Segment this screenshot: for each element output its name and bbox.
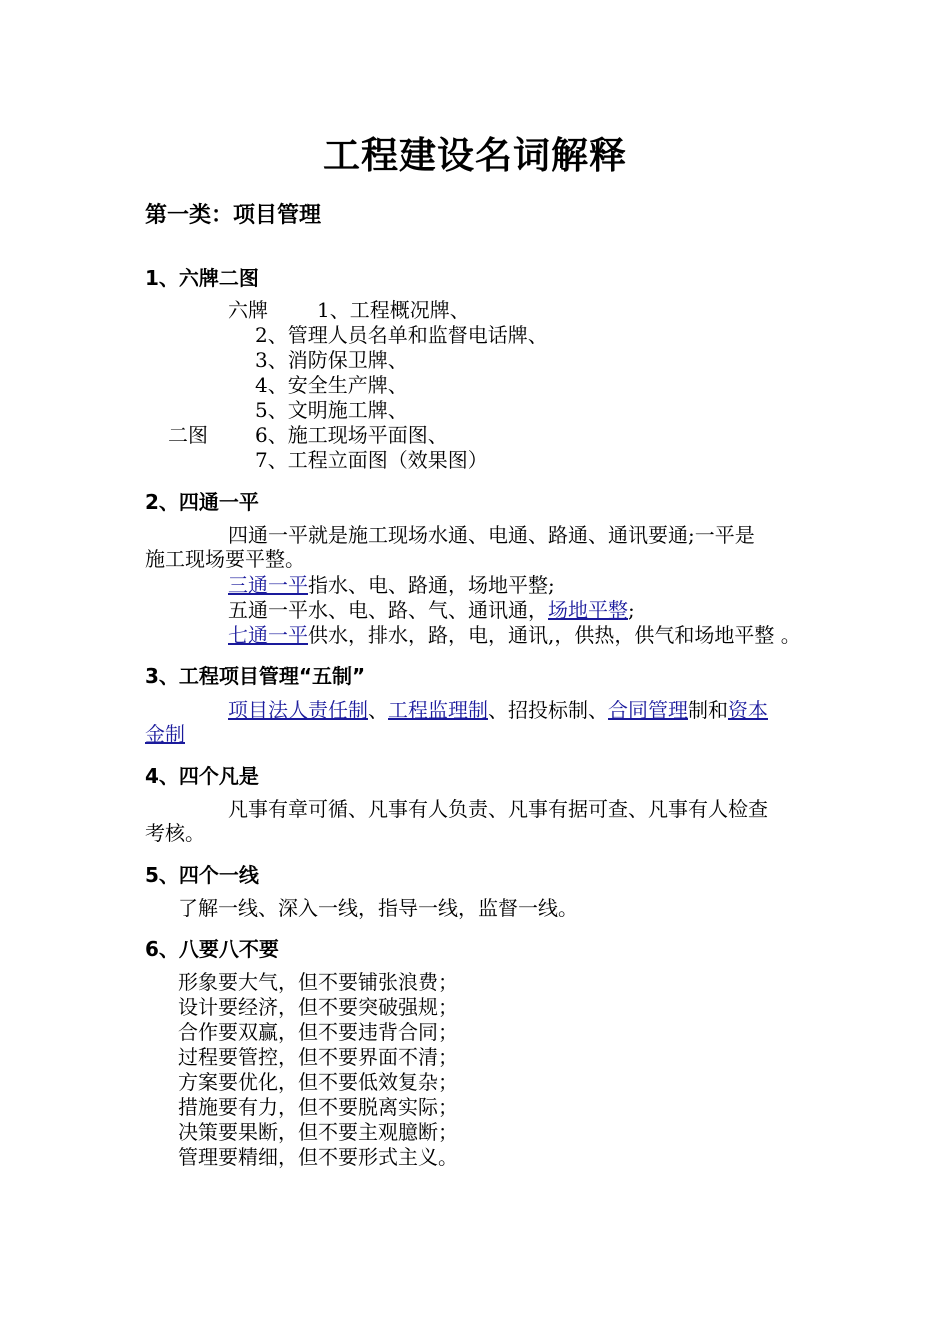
category-heading: 第一类：项目管理 (145, 203, 322, 228)
list-item: 1、工程概况牌、 (317, 298, 470, 322)
link-three-connections[interactable]: 三通一平 (228, 573, 308, 597)
link-supervision-system[interactable]: 工程监理制 (388, 698, 488, 722)
paragraph-line: 凡事有章可循、凡事有人负责、凡事有据可查、凡事有人检查 (228, 797, 768, 821)
label-six-signs: 六牌 (228, 298, 268, 322)
list-item: 3、消防保卫牌、 (255, 348, 408, 372)
list-item: 过程要管控，但不要界面不清； (178, 1045, 458, 1069)
link-capital[interactable]: 资本 (728, 698, 768, 722)
text-span: ; (628, 598, 635, 622)
paragraph-line: 了解一线、深入一线，指导一线，监督一线。 (178, 896, 578, 920)
section-2-heading: 2、四通一平 (145, 490, 259, 514)
paragraph-line (228, 698, 768, 722)
link-contract-management[interactable]: 合同管理 (608, 698, 688, 722)
text-span: 指水、电、路通，场地平整; (308, 573, 555, 597)
list-item: 5、文明施工牌、 (255, 398, 408, 422)
link-seven-connections[interactable]: 七通一平 (228, 623, 308, 647)
section-6-heading: 6、八要八不要 (145, 937, 279, 961)
link-legal-person-system[interactable]: 项目法人责任制 (228, 698, 368, 722)
link-capital-system[interactable]: 金制 (145, 722, 185, 746)
paragraph-line (145, 722, 185, 746)
section-1-heading: 1、六牌二图 (145, 266, 259, 290)
list-item: 合作要双赢，但不要违背合同； (178, 1020, 458, 1044)
text-span: 供水，排水，路，电，通讯,，供热，供气和场地平整 。 (308, 623, 801, 647)
paragraph-line (228, 598, 635, 622)
list-item: 决策要果断，但不要主观臆断； (178, 1120, 458, 1144)
text-span: 、招投标制、 (488, 698, 608, 722)
paragraph-line: 四通一平就是施工现场水通、电通、路通、通讯要通;一平是 (228, 523, 755, 547)
text-span: 、 (368, 698, 388, 722)
section-3-heading: 3、工程项目管理“五制” (145, 664, 366, 688)
document-title: 工程建设名词解释 (323, 134, 627, 177)
paragraph-line (228, 573, 555, 597)
section-5-heading: 5、四个一线 (145, 863, 259, 887)
list-item: 方案要优化，但不要低效复杂； (178, 1070, 458, 1094)
paragraph-line: 施工现场要平整。 (145, 547, 305, 571)
list-item: 形象要大气，但不要铺张浪费； (178, 970, 458, 994)
list-item: 7、工程立面图（效果图） (255, 448, 488, 472)
list-item: 措施要有力，但不要脱离实际； (178, 1095, 458, 1119)
paragraph-line: 考核。 (145, 821, 205, 845)
list-item: 设计要经济，但不要突破强规； (178, 995, 458, 1019)
paragraph-line (228, 623, 801, 647)
link-site-leveling[interactable]: 场地平整 (548, 598, 628, 622)
list-item: 6、施工现场平面图、 (255, 423, 448, 447)
section-4-heading: 4、四个凡是 (145, 764, 259, 788)
text-span: 五通一平水、电、路、气、通讯通， (228, 598, 548, 622)
text-span: 制和 (688, 698, 728, 722)
list-item: 4、安全生产牌、 (255, 373, 408, 397)
list-item: 2、管理人员名单和监督电话牌、 (255, 323, 548, 347)
list-item: 管理要精细，但不要形式主义。 (178, 1145, 458, 1169)
label-two-drawings: 二图 (168, 423, 208, 447)
